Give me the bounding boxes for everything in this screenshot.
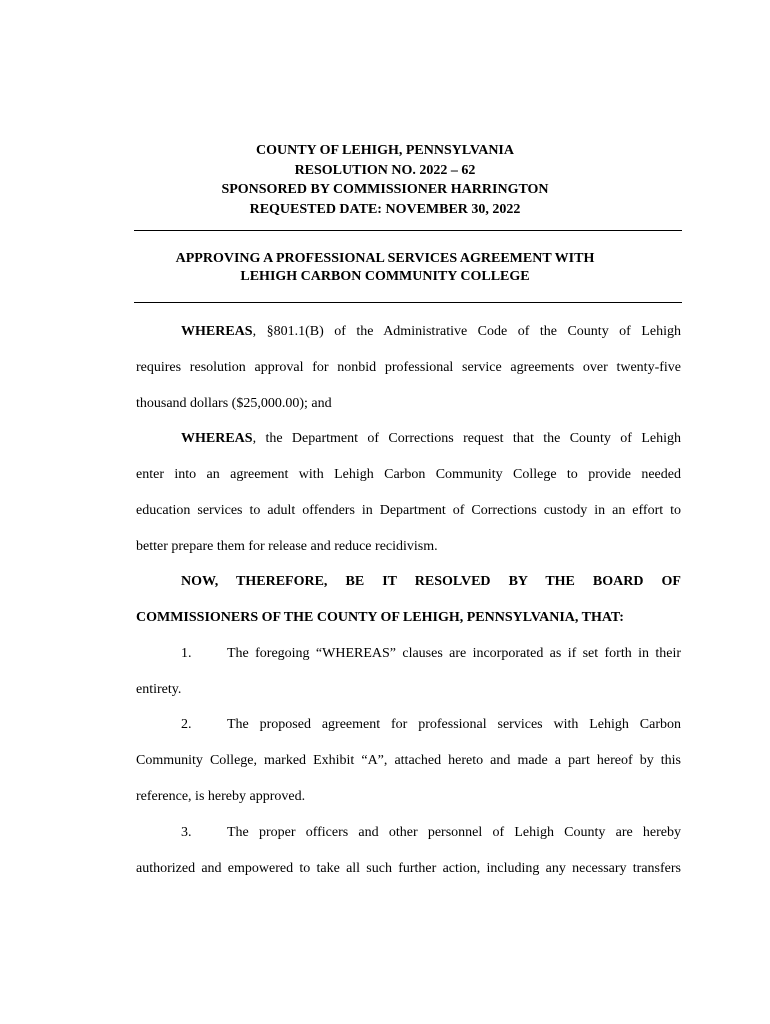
whereas1-line2: requires resolution approval for nonbid professional service agreements over twenty-five	[136, 360, 681, 375]
title-line-1: APPROVING A PROFESSIONAL SERVICES AGREEMENT WITH	[175, 251, 595, 266]
resolution-header	[0, 141, 770, 219]
item3-line2: authorized and empowered to take all such further action, including any necessary transfers	[136, 861, 681, 876]
whereas2-line3: education services to adult offenders in Department of Corrections custody in an effort to	[136, 503, 681, 518]
item2-line3: reference, is hereby approved.	[136, 789, 306, 804]
item2-line1: The proposed agreement for professional services with Lehigh Carbon	[227, 717, 681, 732]
whereas1-line1: WHEREAS, §801.1(B) of the Administrative Code of the County of Lehigh	[181, 324, 681, 339]
item-number: 1.	[181, 646, 192, 661]
resolution-number: RESOLUTION NO. 2022 – 62	[294, 162, 476, 178]
title-line-2: LEHIGH CARBON COMMUNITY COLLEGE	[240, 269, 530, 284]
item1-line2: entirety.	[136, 682, 182, 697]
whereas2-line2: enter into an agreement with Lehigh Carbon Community College to provide needed	[136, 467, 681, 482]
whereas-lead: WHEREAS	[181, 431, 253, 446]
resolved-line1: NOW, THEREFORE, BE IT RESOLVED BY THE BOARD OF	[181, 574, 681, 589]
whereas-lead: WHEREAS	[181, 324, 253, 339]
resolved-line2: COMMISSIONERS OF THE COUNTY OF LEHIGH, PENNSYLVANIA, THAT:	[136, 610, 624, 625]
item1-line1: The foregoing “WHEREAS” clauses are incorporated as if set forth in their	[227, 646, 681, 661]
requested-date: REQUESTED DATE: NOVEMBER 30, 2022	[249, 201, 521, 217]
item-number: 3.	[181, 825, 192, 840]
sponsor: SPONSORED BY COMMISSIONER HARRINGTON	[221, 182, 549, 197]
top-divider	[134, 230, 682, 231]
whereas1-line3: thousand dollars ($25,000.00); and	[136, 396, 332, 411]
item3-line1: The proper officers and other personnel of Lehigh County are hereby	[227, 825, 681, 840]
resolution-title	[0, 250, 770, 286]
whereas2-line1: WHEREAS, the Department of Corrections request that the County of Lehigh	[181, 431, 681, 446]
item-number: 2.	[181, 717, 192, 732]
item2-line2: Community College, marked Exhibit “A”, attached hereto and made a part hereof by this	[136, 753, 681, 768]
whereas2-line4: better prepare them for release and reduce recidivism.	[136, 539, 438, 554]
county-name: COUNTY OF LEHIGH, PENNSYLVANIA	[255, 143, 514, 158]
bottom-divider	[134, 302, 682, 303]
